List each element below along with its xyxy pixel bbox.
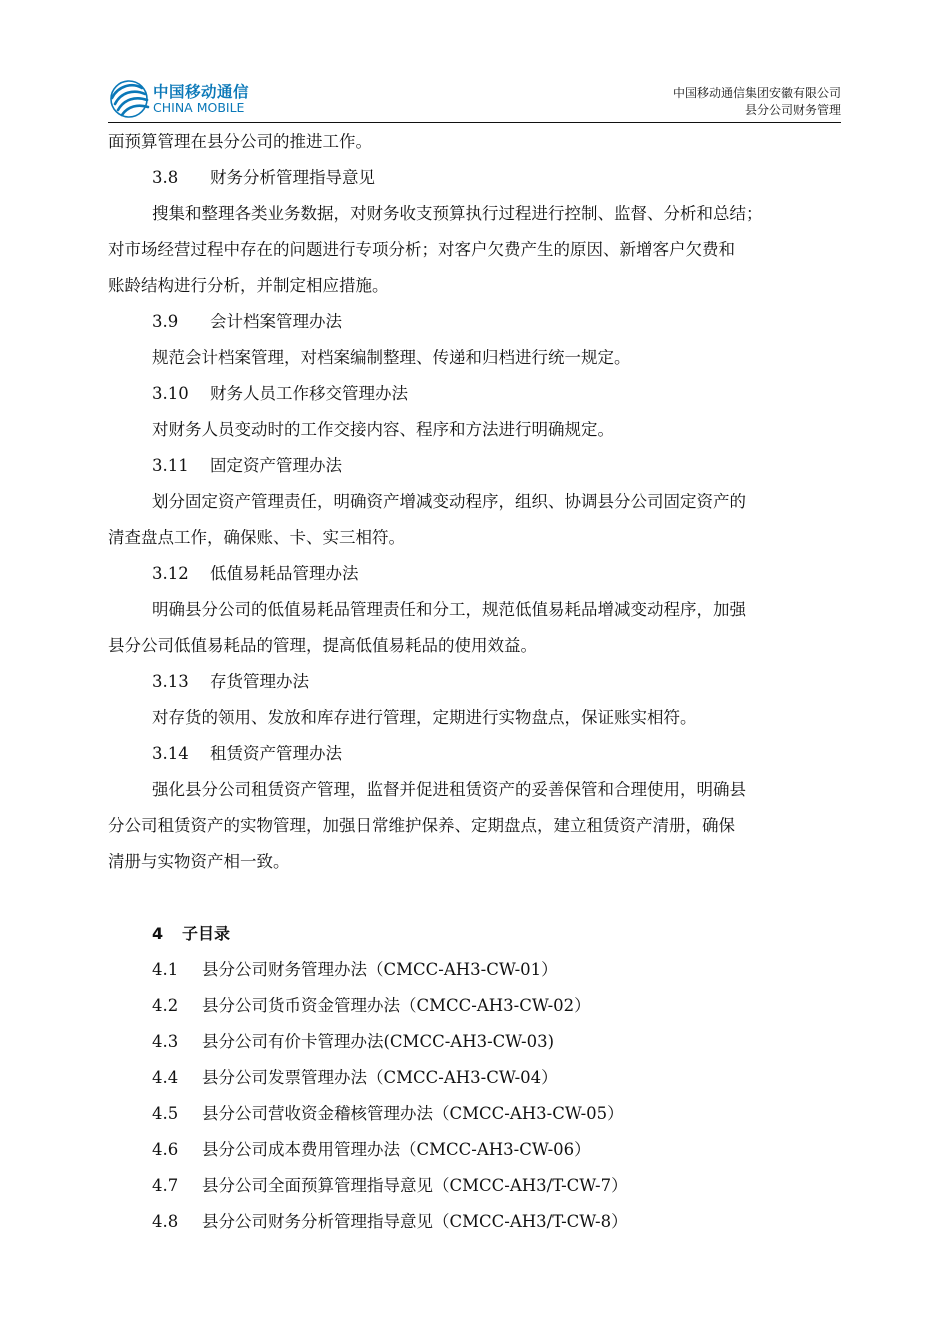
toc-item bbox=[108, 1060, 843, 1096]
toc-item bbox=[108, 1024, 843, 1060]
section-title: 存货管理办法 bbox=[210, 672, 309, 691]
paragraph-line: 面预算管理在县分公司的推进工作。 bbox=[108, 132, 372, 151]
paragraph-line: 对市场经营过程中存在的问题进行专项分析；对客户欠费产生的原因、新增客户欠费和 bbox=[108, 240, 735, 259]
chapter-number: 4 bbox=[152, 924, 164, 943]
toc-number: 4.2 bbox=[152, 996, 179, 1015]
section-number: 3.14 bbox=[152, 744, 189, 763]
toc-number: 4.3 bbox=[152, 1032, 179, 1051]
paragraph-line: 划分固定资产管理责任，明确资产增减变动程序，组织、协调县分公司固定资产的 bbox=[152, 492, 746, 511]
toc-item bbox=[108, 1132, 843, 1168]
section-heading-3-10 bbox=[108, 376, 843, 412]
section-title: 固定资产管理办法 bbox=[210, 456, 342, 475]
section-number: 3.13 bbox=[152, 672, 189, 691]
section-title: 财务分析管理指导意见 bbox=[210, 168, 375, 187]
paragraph-line: 分公司租赁资产的实物管理，加强日常维护保养、定期盘点，建立租赁资产清册，确保 bbox=[108, 816, 735, 835]
toc-text: 县分公司成本费用管理办法（CMCC-AH3-CW-06） bbox=[202, 1140, 591, 1159]
chapter-heading-4 bbox=[108, 916, 843, 952]
toc-number: 4.6 bbox=[152, 1140, 179, 1159]
section-number: 3.12 bbox=[152, 564, 189, 583]
logo-text-en: CHINA MOBILE bbox=[153, 100, 245, 115]
section-title: 低值易耗品管理办法 bbox=[210, 564, 359, 583]
section-number: 3.11 bbox=[152, 456, 189, 475]
toc-text: 县分公司有价卡管理办法(CMCC-AH3-CW-03) bbox=[202, 1032, 555, 1051]
section-number: 3.8 bbox=[152, 168, 179, 187]
toc-text: 县分公司发票管理办法（CMCC-AH3-CW-04） bbox=[202, 1068, 558, 1087]
section-heading-3-8 bbox=[108, 160, 843, 196]
toc-text: 县分公司财务管理办法（CMCC-AH3-CW-01） bbox=[202, 960, 558, 979]
paragraph-line: 清册与实物资产相一致。 bbox=[108, 852, 290, 871]
paragraph-line: 强化县分公司租赁资产管理，监督并促进租赁资产的妥善保管和合理使用，明确县 bbox=[152, 780, 746, 799]
section-heading-3-9 bbox=[108, 304, 843, 340]
section-heading-3-13 bbox=[108, 664, 843, 700]
paragraph-line: 县分公司低值易耗品的管理，提高低值易耗品的使用效益。 bbox=[108, 636, 537, 655]
paragraph-line: 对存货的领用、发放和库存进行管理，定期进行实物盘点，保证账实相符。 bbox=[152, 708, 697, 727]
paragraph-line: 对财务人员变动时的工作交接内容、程序和方法进行明确规定。 bbox=[152, 420, 614, 439]
company-name bbox=[673, 85, 841, 119]
company-line-2: 县分公司财务管理 bbox=[744, 103, 841, 117]
sub-directory-list bbox=[108, 952, 843, 1240]
toc-item bbox=[108, 1096, 843, 1132]
paragraph-line: 规范会计档案管理，对档案编制整理、传递和归档进行统一规定。 bbox=[152, 348, 631, 367]
paragraph-line: 清查盘点工作，确保账、卡、实三相符。 bbox=[108, 528, 405, 547]
toc-number: 4.7 bbox=[152, 1176, 179, 1195]
china-mobile-logo-icon bbox=[108, 78, 150, 118]
section-title: 财务人员工作移交管理办法 bbox=[210, 384, 408, 403]
logo-text-cn: 中国移动通信 bbox=[153, 83, 250, 101]
section-heading-3-14 bbox=[108, 736, 843, 772]
section-heading-3-11 bbox=[108, 448, 843, 484]
paragraph-line: 明确县分公司的低值易耗品管理责任和分工，规范低值易耗品增减变动程序，加强 bbox=[152, 600, 746, 619]
toc-text: 县分公司全面预算管理指导意见（CMCC-AH3/T-CW-7） bbox=[202, 1176, 628, 1195]
toc-item bbox=[108, 952, 843, 988]
chapter-title: 子目录 bbox=[182, 924, 231, 943]
page-header bbox=[108, 70, 841, 122]
toc-text: 县分公司营收资金稽核管理办法（CMCC-AH3-CW-05） bbox=[202, 1104, 624, 1123]
toc-number: 4.1 bbox=[152, 960, 179, 979]
company-line-1: 中国移动通信集团安徽有限公司 bbox=[672, 86, 841, 100]
section-title: 租赁资产管理办法 bbox=[210, 744, 342, 763]
toc-item bbox=[108, 1168, 843, 1204]
china-mobile-logo bbox=[108, 78, 308, 118]
blank-line bbox=[108, 880, 843, 916]
paragraph-line: 搜集和整理各类业务数据，对财务收支预算执行过程进行控制、监督、分析和总结； bbox=[152, 204, 763, 223]
section-heading-3-12 bbox=[108, 556, 843, 592]
header-divider bbox=[108, 122, 841, 123]
toc-number: 4.4 bbox=[152, 1068, 179, 1087]
section-number: 3.9 bbox=[152, 312, 179, 331]
section-number: 3.10 bbox=[152, 384, 189, 403]
document-body bbox=[108, 124, 843, 1240]
toc-number: 4.5 bbox=[152, 1104, 179, 1123]
toc-text: 县分公司货币资金管理办法（CMCC-AH3-CW-02） bbox=[202, 996, 591, 1015]
section-title: 会计档案管理办法 bbox=[210, 312, 342, 331]
toc-item bbox=[108, 988, 843, 1024]
toc-item bbox=[108, 1204, 843, 1240]
toc-text: 县分公司财务分析管理指导意见（CMCC-AH3/T-CW-8） bbox=[202, 1212, 628, 1231]
toc-number: 4.8 bbox=[152, 1212, 179, 1231]
paragraph-line: 账龄结构进行分析，并制定相应措施。 bbox=[108, 276, 389, 295]
